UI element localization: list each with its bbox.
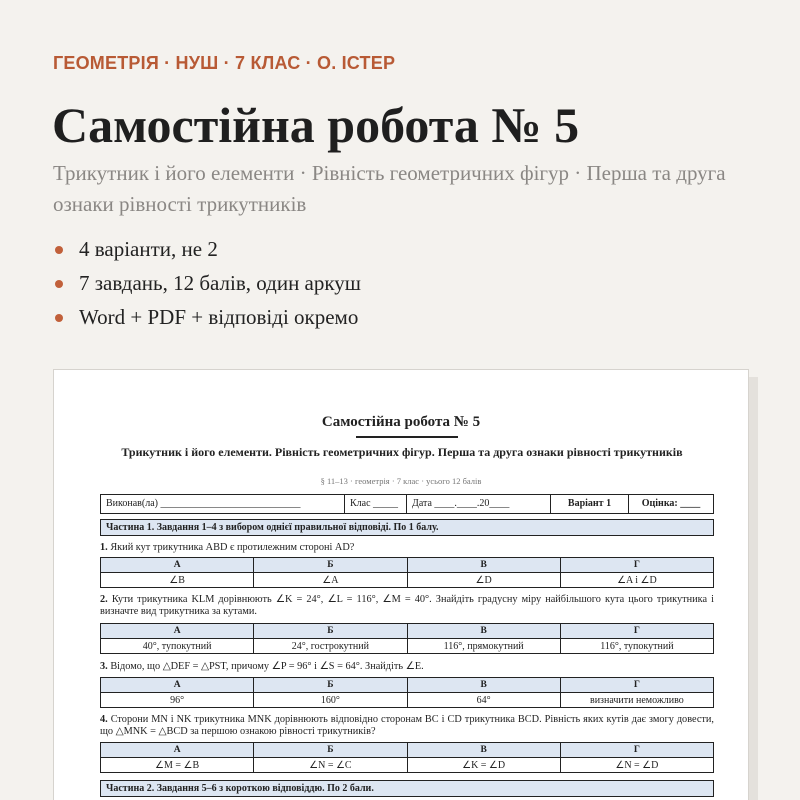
- answer-option: ∠N = ∠D: [560, 758, 713, 773]
- info-class: Клас _____: [345, 495, 407, 513]
- answer-column-header: Г: [560, 558, 713, 573]
- doc-subtitle: Трикутник і його елементи. Рівність геометричних фігур. Перша та друга ознаки рівності трикутників: [121, 445, 683, 459]
- answer-column-header: Б: [254, 624, 407, 639]
- answer-column-header: А: [101, 558, 254, 573]
- document-preview: [53, 369, 749, 800]
- question-3: [100, 661, 714, 673]
- page-subtitle: Трикутник і його елементи · Рівність геометричних фігур · Перша та друга ознаки рівності трикутників: [53, 161, 726, 216]
- answer-column-header: А: [101, 678, 254, 693]
- info-variant: Варіант 1: [551, 495, 629, 513]
- answer-option: 116°, прямокутний: [407, 639, 560, 654]
- answer-option: ∠D: [407, 573, 560, 588]
- answer-column-header: Г: [560, 743, 713, 758]
- answer-option: 24°, гострокутний: [254, 639, 407, 654]
- answer-option: 116°, тупокутний: [560, 639, 713, 654]
- answer-option: ∠A і ∠D: [560, 573, 713, 588]
- answer-table-4: [100, 742, 714, 773]
- feature-item: Word + PDF + відповіді окремо: [55, 300, 361, 334]
- question-1: [100, 542, 714, 554]
- answer-column-header: Б: [254, 678, 407, 693]
- answer-option: 160°: [254, 693, 407, 708]
- doc-title: Самостійна робота № 5: [321, 414, 481, 430]
- answer-table-1: [100, 557, 714, 588]
- answer-column-header: А: [101, 624, 254, 639]
- answer-option: 40°, тупокутний: [101, 639, 254, 654]
- answer-option: визначити неможливо: [560, 693, 713, 708]
- feature-item: 7 завдань, 12 балів, один аркуш: [55, 266, 361, 300]
- answer-column-header: В: [407, 678, 560, 693]
- answer-column-header: Г: [560, 624, 713, 639]
- section-part-2: Частина 2. Завдання 5–6 з короткою відповіддю. По 2 бали.: [100, 780, 714, 797]
- question-text: Відомо, що △DEF = △PST, причому ∠P = 96° і ∠S = 64°. Знайдіть ∠E.: [110, 661, 424, 672]
- answer-option: ∠K = ∠D: [407, 758, 560, 773]
- question-2: [100, 594, 714, 618]
- question-text: Сторони MN і NK трикутника MNK дорівнюють відповідно сторонам BC і CD трикутника BCD. Рівність яких кутів дає змогу довести, що △MNK = △BCD за першою ознакою рівності трикутників?: [100, 714, 714, 737]
- page-title: Самостійна робота № 5: [52, 97, 580, 153]
- question-text: Який кут трикутника ABD є протилежним стороні AD?: [110, 542, 355, 553]
- answer-option: ∠N = ∠C: [254, 758, 407, 773]
- answer-option: 64°: [407, 693, 560, 708]
- student-info-bar: [100, 494, 714, 514]
- question-number: 3.: [100, 661, 108, 672]
- section-part-1: Частина 1. Завдання 1–4 з вибором однієї правильної відповіді. По 1 балу.: [100, 519, 714, 536]
- answer-column-header: Г: [560, 678, 713, 693]
- doc-title-underline: [356, 436, 458, 438]
- question-number: 4.: [100, 714, 108, 725]
- answer-column-header: Б: [254, 743, 407, 758]
- answer-table-3: [100, 677, 714, 708]
- info-score: Оцінка: ____: [641, 498, 701, 509]
- question-4: [100, 714, 714, 738]
- feature-item: 4 варіанти, не 2: [55, 232, 361, 266]
- answer-column-header: А: [101, 743, 254, 758]
- subject-kicker: ГЕОМЕТРІЯ · НУШ · 7 КЛАС · О. ІСТЕР: [53, 53, 396, 73]
- answer-option: ∠M = ∠B: [101, 758, 254, 773]
- feature-list: [55, 232, 361, 334]
- answer-column-header: В: [407, 624, 560, 639]
- answer-option: 96°: [101, 693, 254, 708]
- answer-column-header: В: [407, 558, 560, 573]
- question-number: 1.: [100, 542, 108, 553]
- question-text: Кути трикутника KLM дорівнюють ∠K = 24°, ∠L = 116°, ∠M = 40°. Знайдіть градусну міру найбільшого кута цього трикутника і визначте вид трикутника за кутами.: [100, 594, 715, 617]
- doc-meta: § 11–13 · геометрія · 7 клас · усього 12 балів: [320, 476, 482, 486]
- info-date: Дата ____.____.20____: [407, 495, 551, 513]
- answer-column-header: Б: [254, 558, 407, 573]
- info-name: Виконав(ла) ____________________________: [101, 495, 345, 513]
- answer-table-2: [100, 623, 714, 654]
- answer-option: ∠A: [254, 573, 407, 588]
- answer-option: ∠B: [101, 573, 254, 588]
- answer-column-header: В: [407, 743, 560, 758]
- question-number: 2.: [100, 594, 108, 605]
